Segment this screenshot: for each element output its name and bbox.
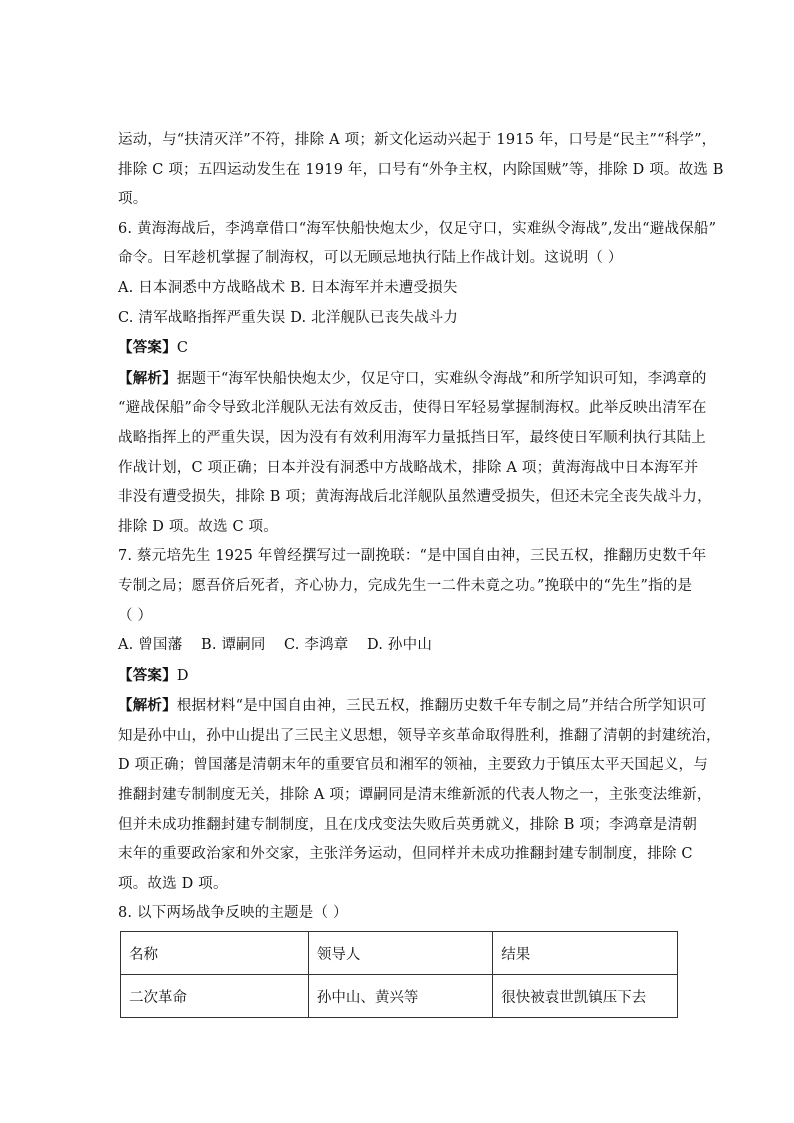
question-option-line: A. 日本洞悉中方战略战术 B. 日本海军并未遭受损失	[118, 279, 458, 296]
question-options	[118, 631, 678, 661]
analysis-line: 非没有遭受损失，排除 B 项；黄海海战后北洋舰队虽然遭受损失，但还未完全丧失战斗力，	[118, 489, 712, 506]
analysis-line: 作战计划，C 项正确；日本并没有洞悉中方战略战术，排除 A 项；黄海海战中日本海军并	[118, 459, 699, 476]
table-header-row	[121, 932, 678, 975]
answer-value: C	[176, 340, 189, 357]
war-table	[120, 931, 678, 1018]
question-stem-line: 6. 黄海海战后，李鸿章借口“海军快船快炮太少，仅足守口，实难纵令海战”,发出“避战保船”	[118, 220, 717, 237]
table-header-cell: 结果	[493, 932, 678, 975]
text-line: 运动，与“扶清灭洋”不符，排除 A 项；新文化运动兴起于 1915 年，口号是“民主”“科学”，	[118, 132, 717, 148]
question-stem-line: 命令。日军趁机掌握了制海权，可以无顾忌地执行陆上作战计划。这说明（ ）	[118, 250, 623, 267]
analysis-line: 但并未成功推翻封建专制制度，且在戊戌变法失败后英勇就义，排除 B 项；李鸿章是清朝	[118, 816, 698, 833]
question-7	[118, 542, 721, 899]
question-8	[118, 899, 678, 1018]
table-cell: 二次革命	[121, 975, 309, 1018]
analysis-text: 根据材料“是中国自由神，三民五权，推翻历史数千年专制之局”并结合所学知识可	[176, 698, 707, 715]
option-b: B. 谭嗣同	[201, 637, 266, 654]
answer-label: 【答案】	[118, 666, 177, 684]
table-header-cell: 领导人	[308, 932, 492, 975]
answer-line	[118, 661, 678, 692]
question-stem-line: 7. 蔡元培先生 1925 年曾经撰写过一副挽联：“是中国自由神，三民五权，推翻历史数千年	[118, 548, 707, 565]
option-a: A. 曾国藩	[118, 637, 183, 654]
table-row	[121, 975, 678, 1018]
analysis-label: 【解析】	[118, 369, 177, 387]
question-option-line: C. 清军战略指挥严重失误 D. 北洋舰队已丧失战斗力	[118, 309, 459, 326]
table-cell: 很快被袁世凯镇压下去	[493, 975, 678, 1018]
text-line: 项。	[118, 191, 148, 208]
analysis-line: 末年的重要政治家和外交家，主张洋务运动，但同样并未成功推翻封建专制制度，排除 C	[118, 846, 693, 863]
option-d: D. 孙中山	[367, 637, 433, 654]
analysis-line	[118, 691, 707, 722]
option-c: C. 李鸿章	[284, 637, 349, 654]
analysis-line: D 项正确；曾国藩是清朝末年的重要官员和湘军的领袖，主要致力于镇压太平天国起义，与	[118, 757, 708, 774]
table-header-cell: 名称	[121, 932, 309, 975]
analysis-label: 【解析】	[118, 697, 177, 715]
document-page	[118, 126, 724, 1018]
analysis-line: 推翻封建专制制度无关，排除 A 项；谭嗣同是清末维新派的代表人物之一，主张变法维新，	[118, 787, 712, 804]
question-stem-line: 专制之局；愿吾侪后死者，齐心协力，完成先生一二件未竟之功。”挽联中的“先生”指的是	[118, 577, 693, 594]
answer-line	[118, 333, 678, 364]
answer-label: 【答案】	[118, 339, 177, 357]
question-6	[118, 215, 717, 543]
analysis-text: 据题干“海军快船快炮太少，仅足守口，实难纵令海战”和所学知识可知，李鸿章的	[176, 370, 707, 387]
question-stem-line: （ ）	[118, 607, 153, 624]
previous-analysis	[118, 126, 724, 215]
analysis-line: 战略指挥上的严重失误，因为没有有效利用海军力量抵挡日军，最终使日军顺利执行其陆上	[118, 429, 706, 446]
analysis-line: 知是孙中山，孙中山提出了三民主义思想，领导辛亥革命取得胜利，推翻了清朝的封建统治，	[118, 727, 721, 744]
table-cell: 孙中山、黄兴等	[308, 975, 492, 1018]
analysis-line: 项。故选 D 项。	[118, 875, 228, 892]
analysis-line: 排除 D 项。故选 C 项。	[118, 518, 278, 535]
answer-value: D	[176, 667, 189, 684]
text-line: 排除 C 项；五四运动发生在 1919 年，口号有“外争主权，内除国贼”等，排除 D 项。故选 B	[118, 161, 724, 178]
question-stem-line: 8. 以下两场战争反映的主题是（ ）	[118, 905, 348, 922]
analysis-line	[118, 364, 707, 395]
analysis-line: “避战保船”命令导致北洋舰队无法有效反击，使得日军轻易掌握制海权。此举反映出清军在	[118, 400, 707, 417]
